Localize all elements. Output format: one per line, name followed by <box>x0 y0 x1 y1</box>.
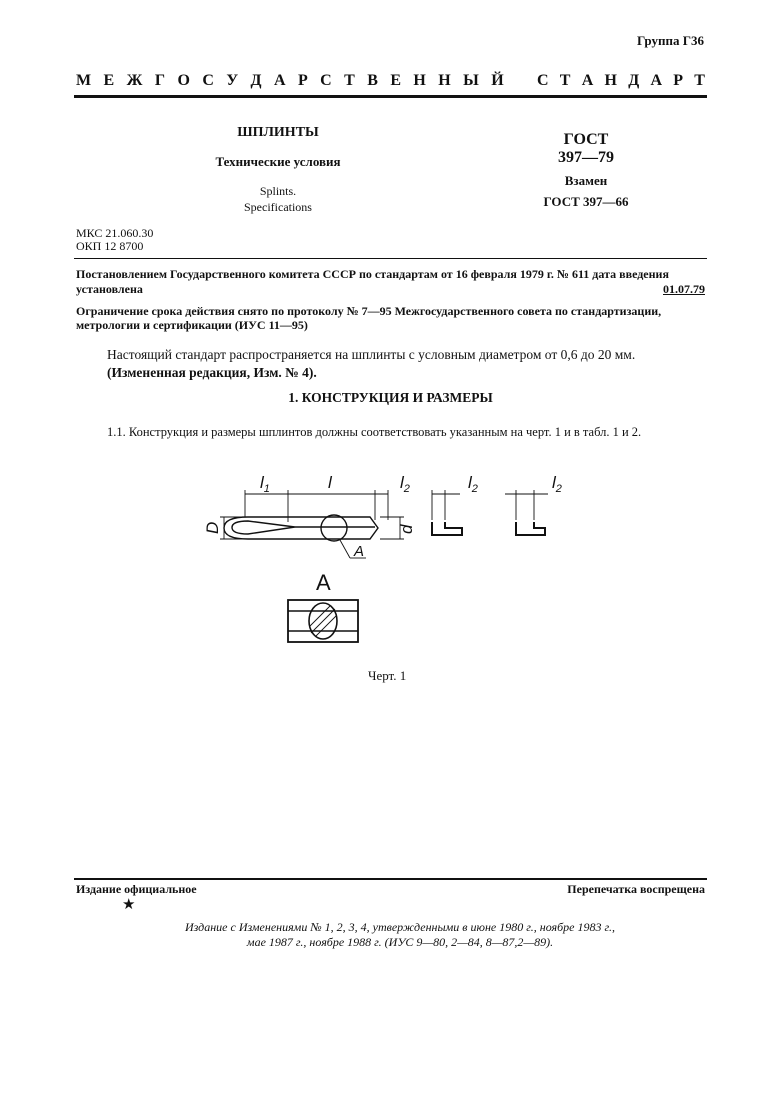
banner-letter: Ы <box>463 72 479 89</box>
banner-letter: Е <box>103 72 115 89</box>
standard-banner <box>76 72 705 90</box>
document-subtitle: Технические условия <box>215 154 341 169</box>
title-english: Splints. <box>259 184 297 198</box>
section-heading: 1. КОНСТРУКЦИЯ И РАЗМЕРЫ <box>288 390 493 405</box>
limitation-notice: Ограничение срока действия снято по протоколу № 7—95 Межгосударственного совета по стандартизации, метрологии и сертификации (ИУС 11—95) <box>76 304 662 332</box>
banner-letter: Д <box>628 72 640 89</box>
banner-letter: Г <box>154 72 166 89</box>
banner-word-standard <box>537 72 705 90</box>
group-code: Группа Г36 <box>636 33 704 48</box>
banner-letter: Й <box>491 72 504 89</box>
title-english-block <box>183 183 373 215</box>
banner-letter: М <box>76 72 92 89</box>
banner-letter: А <box>581 72 594 89</box>
banner-letter: Р <box>297 72 308 89</box>
label-l2-main: $l_2$ <box>400 473 410 495</box>
star-icon: ★ <box>122 897 136 913</box>
intro-text: Настоящий стандарт распространяется на шплинты с условным диаметром от 0,6 до 20 мм. <box>107 347 636 362</box>
header-rule <box>74 95 707 98</box>
gost-label: ГОСТ <box>563 131 609 148</box>
effective-date: 01.07.79 <box>663 282 705 296</box>
gost-number: 397—79 <box>558 149 614 166</box>
banner-letter: С <box>202 72 214 89</box>
end-view-angled <box>516 522 545 535</box>
banner-letter: Н <box>438 72 451 89</box>
edition-line1: Издание с Изменениями № 1, 2, 3, 4, утвержденными в июне 1980 г., ноябре 1983 г., <box>184 920 616 934</box>
label-d: d <box>397 524 416 534</box>
banner-letter: О <box>177 72 190 89</box>
banner-letter: Т <box>559 72 571 89</box>
banner-letter: Т <box>694 72 705 89</box>
banner-letter: Д <box>250 72 262 89</box>
subtitle-english: Specifications <box>244 200 312 214</box>
clause-1-1: 1.1. Конструкция и размеры шплинтов должны соответствовать указанным на черт. 1 и в табл. 1 и 2. <box>107 425 642 439</box>
divider-rule <box>74 258 707 259</box>
document-title: ШПЛИНТЫ <box>237 125 319 140</box>
banner-letter: Е <box>390 72 401 89</box>
mks-code: МКС 21.060.30 <box>76 226 154 240</box>
banner-letter: Т <box>344 72 355 89</box>
gost-designation <box>516 131 656 211</box>
end-view-flat <box>432 522 462 535</box>
okp-code: ОКП 12 8700 <box>76 239 144 253</box>
banner-letter: Н <box>413 72 426 89</box>
splint-drawing <box>200 470 580 660</box>
replaces-gost: ГОСТ 397—66 <box>543 194 629 209</box>
banner-letter: А <box>650 72 662 89</box>
decree-line2: установлена <box>76 282 143 296</box>
banner-letter: Р <box>673 72 684 89</box>
label-section-A: A <box>354 543 365 560</box>
label-l1: $l_1$ <box>260 473 270 495</box>
intro-paragraph <box>107 346 707 382</box>
splint-body <box>224 517 378 539</box>
revision-note: (Измененная редакция, Изм. № 4). <box>107 365 317 380</box>
footer-rule <box>74 878 707 880</box>
label-l2-view1: $l_2$ <box>468 473 478 495</box>
banner-word-interstate <box>76 72 504 90</box>
splint-loop <box>232 521 295 534</box>
label-D: D <box>203 521 222 534</box>
section-circle <box>321 515 347 541</box>
banner-letter: С <box>537 72 549 89</box>
edition-note <box>150 920 650 950</box>
replaces-label: Взамен <box>564 173 608 188</box>
banner-letter: Ж <box>126 72 143 89</box>
reprint-prohibited-label: Перепечатка воспрещена <box>567 882 705 896</box>
banner-letter: А <box>273 72 286 89</box>
banner-letter: С <box>320 72 332 89</box>
classification-codes <box>76 227 153 253</box>
figure-caption: Черт. 1 <box>368 668 407 683</box>
label-l: l <box>328 473 332 492</box>
official-edition-label: Издание официальное <box>76 882 197 896</box>
decree-block <box>76 267 705 297</box>
banner-letter: В <box>367 72 378 89</box>
label-view-A: A <box>316 570 331 595</box>
edition-line2: мае 1987 г., ноябре 1988 г. (ИУС 9—80, 2—84, 8—87,2—89). <box>246 935 554 949</box>
decree-line1: Постановлением Государственного комитета СССР по стандартам от 16 февраля 1979 г. № 611 дата введения <box>76 267 669 281</box>
label-l2-view2: $l_2$ <box>552 473 562 495</box>
banner-letter: У <box>226 72 239 89</box>
banner-letter: Н <box>604 72 617 89</box>
